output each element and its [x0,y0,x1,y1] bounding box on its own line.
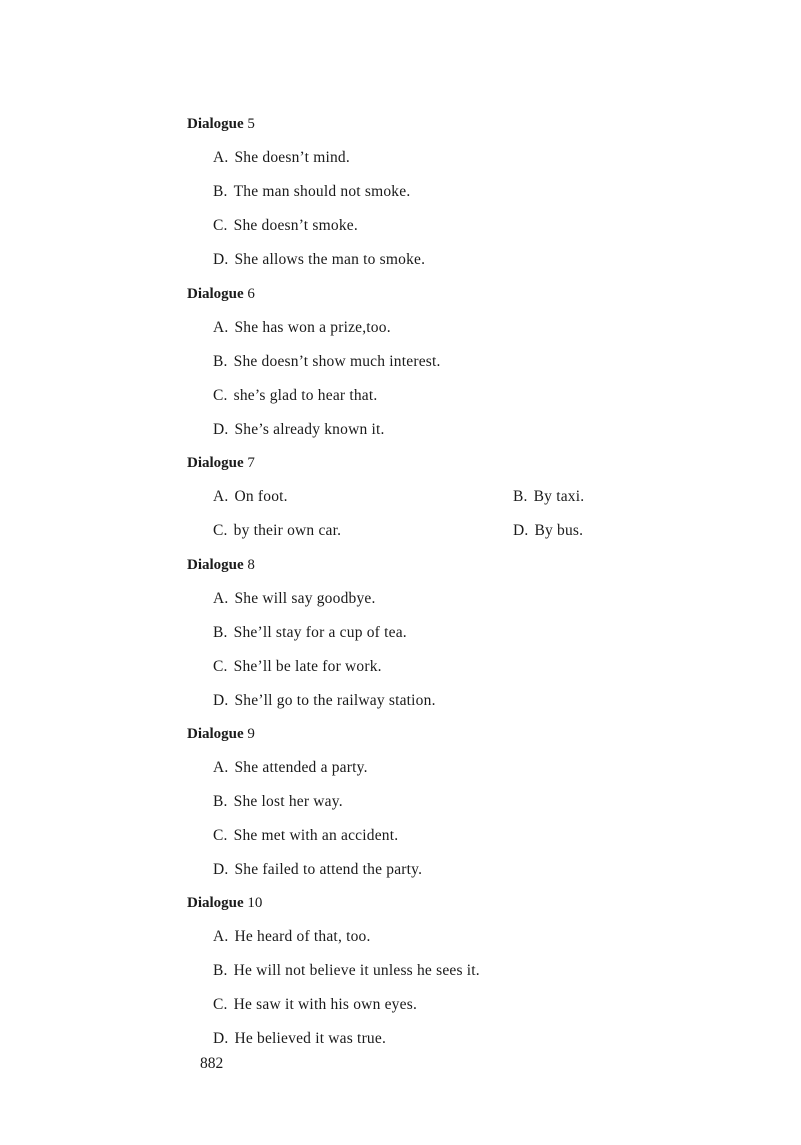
option-c [187,657,747,677]
option-letter: C. [213,387,228,404]
option-b [187,352,747,372]
option-text: She met with an accident. [233,827,399,844]
option-text: The man should not smoke. [233,183,411,200]
dialogue-number: 10 [247,895,263,911]
dialogue-label: Dialogue [187,557,244,573]
option-letter: D. [213,692,229,709]
option-d [187,420,747,440]
option-text: She failed to attend the party. [234,861,423,878]
dialogue-7 [187,453,747,541]
dialogue-label: Dialogue [187,895,244,911]
option-text: By bus. [534,522,584,539]
option-letter: D. [213,861,229,878]
option-d [513,521,583,541]
dialogue-label: Dialogue [187,726,244,742]
option-text: She’ll stay for a cup of tea. [233,624,407,641]
page-number: 882 [200,1055,224,1072]
option-d [187,1029,747,1049]
option-letter: A. [213,488,229,505]
option-c [187,826,747,846]
dialogue-number: 6 [247,286,255,302]
option-letter: A. [213,759,229,776]
option-text: He will not believe it unless he sees it. [233,962,480,979]
option-letter: B. [213,183,228,200]
option-text: She doesn’t show much interest. [233,353,441,370]
option-b [187,961,747,981]
option-b [187,623,747,643]
option-letter: C. [213,996,228,1013]
option-text: He saw it with his own eyes. [233,996,418,1013]
option-letter: B. [213,793,228,810]
dialogue-10 [187,893,747,1049]
dialogue-9 [187,724,747,880]
option-text: She lost her way. [233,793,343,810]
option-a [187,318,747,338]
option-text: She allows the man to smoke. [234,251,426,268]
option-b [187,792,747,812]
dialogue-label: Dialogue [187,455,244,471]
option-text: He believed it was true. [234,1030,387,1047]
option-text: She doesn’t smoke. [233,217,358,234]
option-c [187,386,747,406]
option-letter: B. [213,353,228,370]
dialogue-number: 8 [247,557,255,573]
option-text: She’s already known it. [234,421,385,438]
option-c [187,995,747,1015]
option-a [187,589,747,609]
dialogue-label: Dialogue [187,116,244,132]
option-text: On foot. [234,488,288,505]
option-text: She will say goodbye. [234,590,376,607]
dialogue-label: Dialogue [187,286,244,302]
option-letter: A. [213,319,229,336]
option-d [187,250,747,270]
dialogue-heading [187,893,747,913]
dialogue-number: 7 [247,455,255,471]
dialogue-heading [187,114,747,134]
dialogue-heading [187,284,747,304]
option-a [213,487,288,507]
option-letter: B. [213,962,228,979]
option-c [187,216,747,236]
option-letter: C. [213,522,228,539]
option-c [213,521,341,541]
option-text: She attended a party. [234,759,368,776]
dialogue-heading [187,453,747,473]
option-letter: B. [213,624,228,641]
option-d [187,691,747,711]
option-a [187,927,747,947]
dialogue-number: 9 [247,726,255,742]
option-text: She’ll be late for work. [233,658,382,675]
dialogue-6 [187,284,747,440]
option-letter: D. [513,522,529,539]
dialogue-number: 5 [247,116,255,132]
dialogue-heading [187,724,747,744]
option-text: She’ll go to the railway station. [234,692,436,709]
option-b [513,487,584,507]
option-letter: D. [213,251,229,268]
dialogue-5 [187,114,747,270]
option-text: By taxi. [533,488,585,505]
option-letter: A. [213,928,229,945]
option-letter: D. [213,421,229,438]
option-letter: C. [213,217,228,234]
dialogue-heading [187,555,747,575]
option-text: He heard of that, too. [234,928,371,945]
option-text: she’s glad to hear that. [233,387,378,404]
option-text: by their own car. [233,522,342,539]
option-letter: A. [213,149,229,166]
option-row [187,521,747,541]
option-letter: D. [213,1030,229,1047]
option-letter: A. [213,590,229,607]
option-letter: B. [513,488,528,505]
dialogue-8 [187,555,747,711]
option-a [187,758,747,778]
option-letter: C. [213,658,228,675]
option-row [187,487,747,507]
option-text: She has won a prize,too. [234,319,391,336]
option-a [187,148,747,168]
option-letter: C. [213,827,228,844]
option-d [187,860,747,880]
option-b [187,182,747,202]
option-text: She doesn’t mind. [234,149,350,166]
